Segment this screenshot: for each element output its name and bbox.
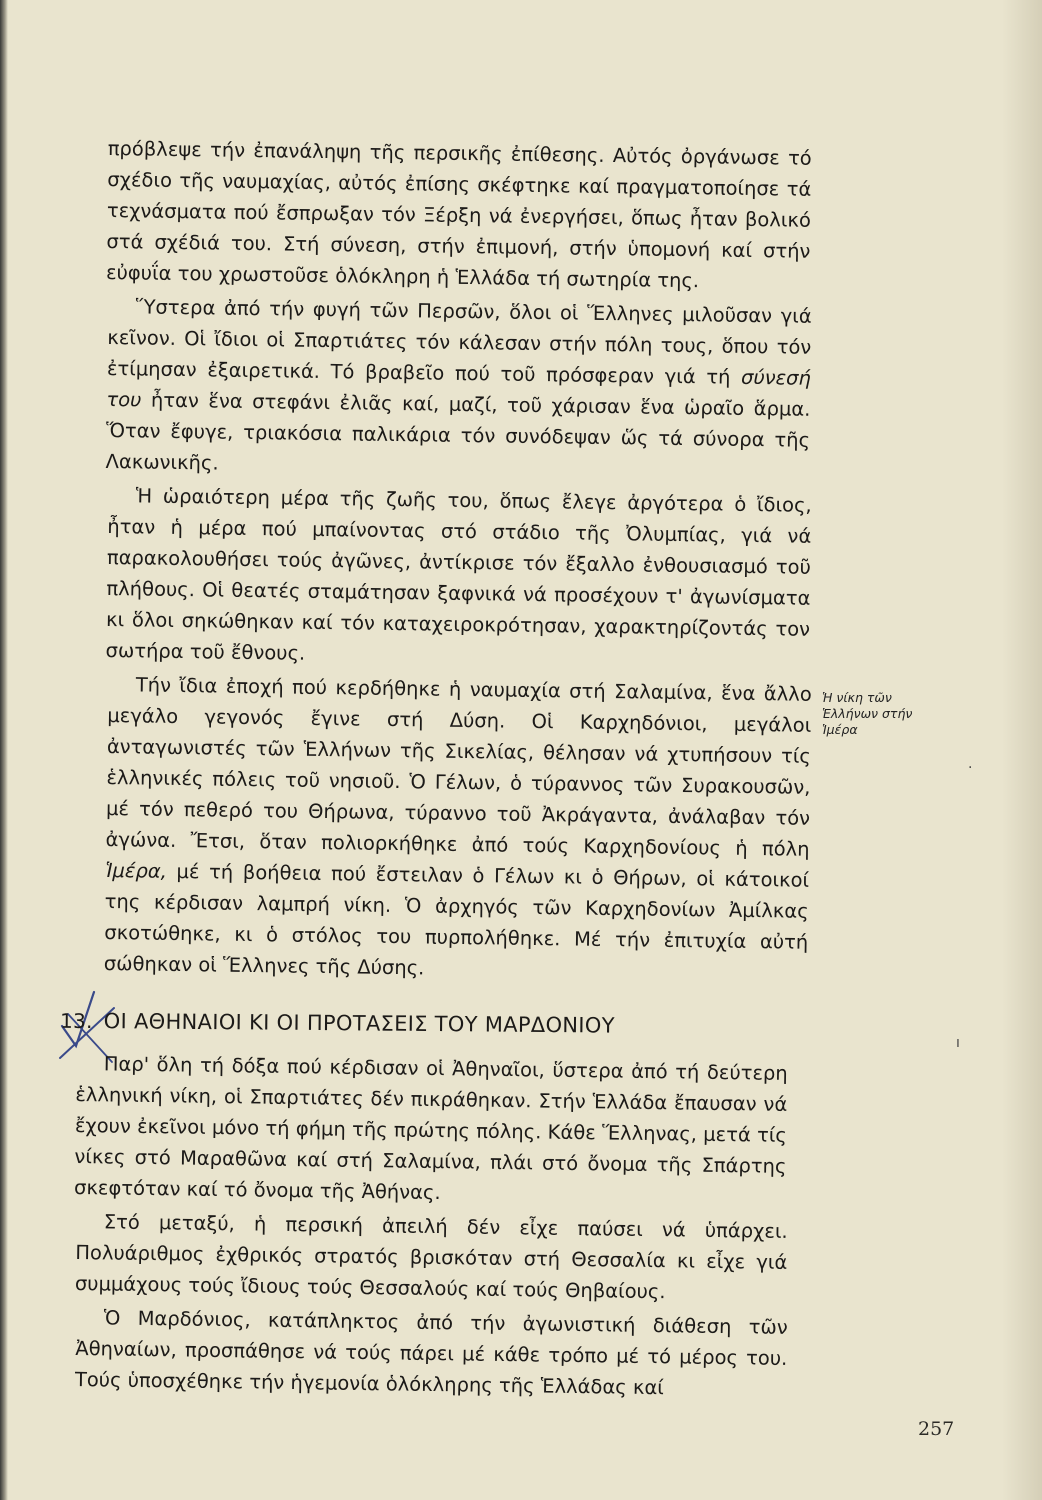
paragraph-4 bbox=[104, 669, 812, 989]
paragraph-4-start: Τήν ἴδια ἐποχή πού κερδήθηκε ἡ ναυμαχία στή Σαλαμίνα, ἕνα ἄλλο μεγάλο γεγονός ἔγινε στή Δύση. Οἱ Καρχηδόνιοι, μεγάλοι ἀνταγωνιστές τῶν Ἑλλήνων τῆς Σικελίας, θέλησαν νά χτυπήσουν τίς ἑλληνικές πόλεις τοῦ νησιοῦ. Ὁ Γέλων, ὁ τύραννος τῶν Συρακουσῶν, μέ τόν πεθερό του Θήρωνα, τύραννο τοῦ Ἀκράγαντα, ἀνάλαβαν τόν ἀγώνα. Ἔτσι, ὅταν πολιορκήθηκε ἀπό τούς Καρχηδονίους ἡ πόλη bbox=[105, 673, 812, 861]
section-paragraph-3: Ὁ Μαρδόνιος, κατάπληκτος ἀπό τήν ἀγωνιστική διάθεση τῶν Ἀθηναίων, προσπάθησε νά τούς πάρει μέ κάθε τρόπο μέ τό μέρος του. Τούς ὑποσχέθηκε τήν ἡγεμονία ὁλόκληρης τῆς Ἑλλάδας καί bbox=[74, 1306, 788, 1400]
page-shadow bbox=[1002, 0, 1042, 1500]
page-number: 257 bbox=[918, 1418, 955, 1440]
section-text-block bbox=[73, 1048, 788, 1400]
margin-mark: ı bbox=[956, 1035, 960, 1051]
main-text-block bbox=[103, 133, 812, 982]
margin-mark: · bbox=[968, 760, 973, 776]
margin-note: Ἡ νίκη τῶν Ἑλλήνων στήν Ἱμέρα bbox=[822, 690, 913, 737]
section-number: 13. bbox=[59, 1008, 93, 1034]
section-paragraph-1: Παρ' ὅλη τή δόξα πού κέρδισαν οἱ Ἀθηναῖοι, ὕστερα ἀπό τή δεύτερη ἑλληνική νίκη, οἱ Σπαρτιάτες δέν πικράθηκαν. Στήν Ἑλλάδα ἔπαυσαν νά ἔχουν ἐκεῖνοι μόνο τή φήμη τῆς πρώτης πόλης. Κάθε Ἕλληνας, μετά τίς νίκες στό Μαραθῶνα καί στή Σαλαμίνα, πλάι στό ὄνομα τῆς Σπάρτης σκεφτόταν καί τό ὄνομα τῆς Ἀθήνας. bbox=[73, 1052, 788, 1205]
section-title: ΟΙ ΑΘΗΝΑΙΟΙ ΚΙ ΟΙ ΠΡΟΤΑΣΕΙΣ ΤΟΥ ΜΑΡΔΟΝΙΟΥ bbox=[103, 1009, 615, 1038]
paragraph-2-end: ἦταν ἕνα στεφάνι ἐλιᾶς καί, μαζί, τοῦ χάρισαν ἕνα ὡραῖο ἅρμα. Ὅταν ἔφυγε, τριακόσια παλικάρια τόν συνόδεψαν ὥς τά σύνορα τῆς Λακωνικῆς. bbox=[105, 388, 811, 475]
page-binding-edge bbox=[0, 0, 8, 1500]
paragraph-4-end: μέ τή βοήθεια πού ἔστειλαν ὁ Γέλων κι ὁ Θήρων, οἱ κάτοικοί της κέρδισαν λαμπρή νίκη. Ὁ ἀρχηγός τῶν Καρχηδονίων Ἀμίλκας σκοτώθηκε, κι ὁ στόλος του πυρπολήθηκε. Μέ τήν ἐπιτυχία αὐτή σώθηκαν οἱ Ἕλληνες τῆς Δύσης. bbox=[103, 859, 810, 980]
italic-place-imera: Ἱμέρα, bbox=[105, 858, 168, 883]
paragraph-1: πρόβλεψε τήν ἐπανάληψη τῆς περσικῆς ἐπίθεσης. Αὐτός ὀργάνωσε τό σχέδιο τῆς ναυμαχίας, αὐτός ἐπίσης σκέφτηκε καί πραγματοποίησε τά τεχνάσματα πού ἔσπρωξαν τόν Ξέρξη νά ἐνεργήσει, ὅπως ἦταν βολικό στά σχέδιά του. Στή σύνεση, στήν ἐπιμονή, στήν ὑπομονή καί στήν εὐφυΐα του χρωστοῦσε ὁλόκληρη ἡ Ἑλλάδα τή σωτηρία της. bbox=[105, 136, 812, 293]
paragraph-2-start: Ὕστερα ἀπό τήν φυγή τῶν Περσῶν, ὅλοι οἱ Ἕλληνες μιλοῦσαν γιά κεῖνον. Οἱ ἴδιοι οἱ Σπαρτιάτες τόν κάλεσαν στήν πόλη τους, ὅπου τόν ἐτίμησαν ἐξαιρετικά. Τό βραβεῖο πού τοῦ πρόσφεραν γιά τή bbox=[106, 295, 812, 389]
section-paragraph-2: Στό μεταξύ, ἡ περσική ἀπειλή δέν εἶχε παύσει νά ὑπάρχει. Πολυάριθμος ἐχθρικός στρατός βρισκόταν στή Θεσσαλία κι εἶχε γιά συμμάχους τούς ἴδιους τούς Θεσσαλούς καί τούς Θηβαίους. bbox=[74, 1210, 788, 1304]
italic-phrase-sunesi: σύνεσή του bbox=[106, 365, 812, 412]
section-heading bbox=[60, 1009, 800, 1039]
paragraph-3: Ἡ ὡραιότερη μέρα τῆς ζωῆς του, ὅπως ἔλεγε ἀργότερα ὁ ἴδιος, ἦταν ἡ μέρα πού μπαίνοντας στό στάδιο τῆς Ὀλυμπίας, γιά νά παρακολουθήσει τούς ἀγῶνες, ἀντίκρισε τόν ἔξαλλο ἐνθουσιασμό τοῦ πλήθους. Οἱ θεατές σταμάτησαν ξαφνικά νά προσέχουν τ' ἀγωνίσματα κι ὅλοι σηκώθηκαν καί τόν καταχειροκρότησαν, χαρακτηρίζοντάς τον σωτήρα τοῦ ἔθνους. bbox=[105, 484, 812, 665]
paragraph-2 bbox=[105, 291, 812, 487]
